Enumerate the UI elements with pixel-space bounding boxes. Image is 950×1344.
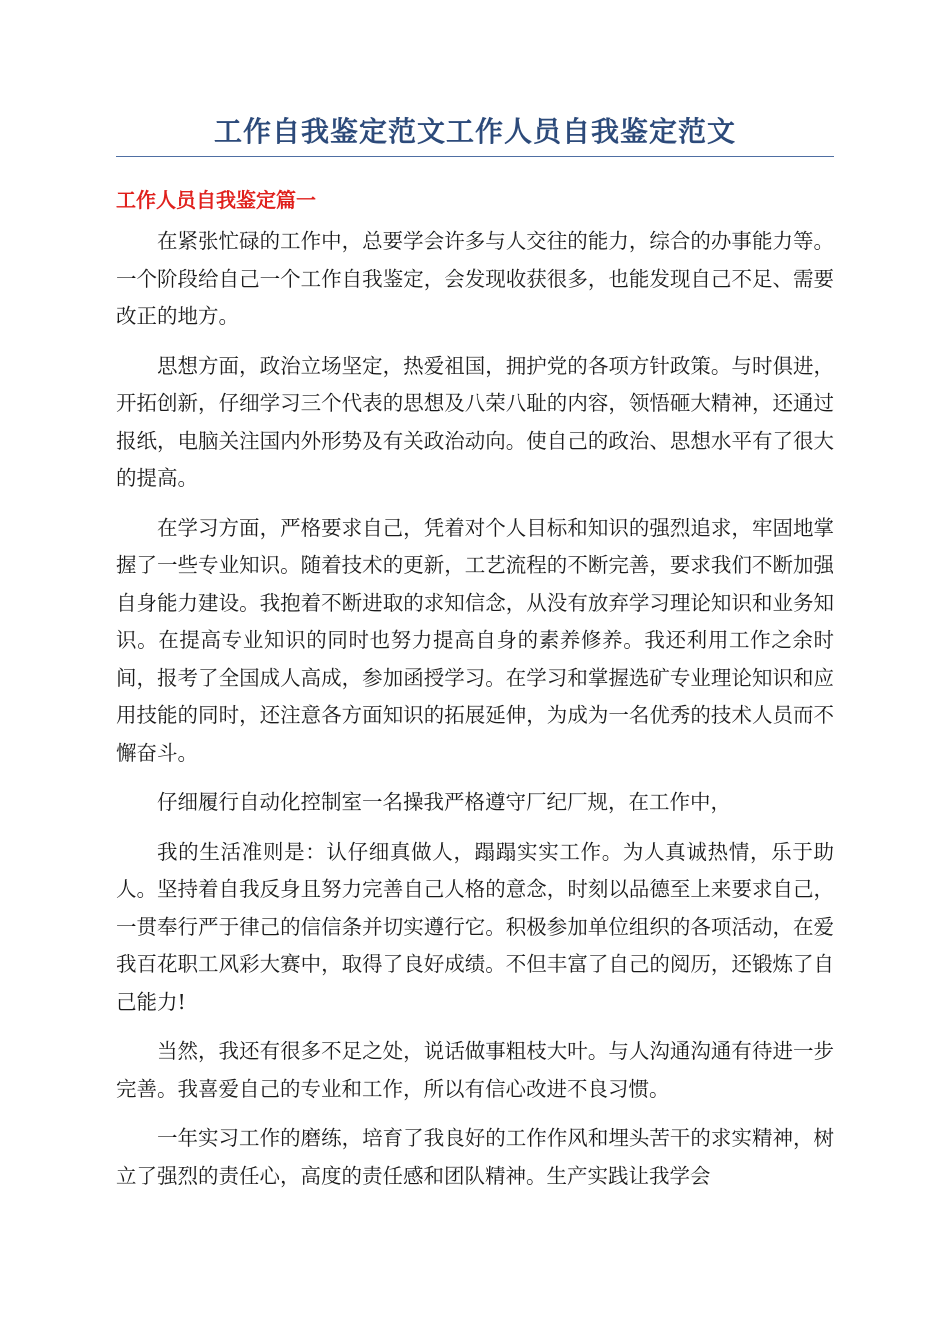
- paragraph-shortcomings: 当然，我还有很多不足之处，说话做事粗枝大叶。与人沟通沟通有待进一步完善。我喜爱自己的专业和工作，所以有信心改进不良习惯。: [116, 1039, 834, 1101]
- paragraph-study: 在学习方面，严格要求自己，凭着对个人目标和知识的强烈追求，牢固地掌握了一些专业知识。随着技术的更新，工艺流程的不断完善，要求我们不断加强自身能力建设。我抱着不断进取的求知信念，从没有放弃学习理论知识和业务知识。在提高专业知识的同时也努力提高自身的素养修养。我还利用工作之余时间，报考了全国成人高成，参加函授学习。在学习和掌握选矿专业理论知识和应用技能的同时，还注意各方面知识的拓展延伸，为成为一名优秀的技术人员而不懈奋斗。: [116, 515, 834, 765]
- section-heading: 工作人员自我鉴定篇一: [116, 188, 316, 212]
- paragraph-duty: 仔细履行自动化控制室一名操我严格遵守厂纪厂规，在工作中，: [157, 790, 731, 814]
- document-title: 工作自我鉴定范文工作人员自我鉴定范文: [116, 112, 834, 157]
- paragraph-ideology: 思想方面，政治立场坚定，热爱祖国，拥护党的各项方针政策。与时俱进，开拓创新，仔细学习三个代表的思想及八荣八耻的内容，领悟砸大精神，还通过报纸，电脑关注国内外形势及有关政治动向。使自己的政治、思想水平有了很大的提高。: [116, 353, 834, 490]
- document-page: [116, 112, 834, 1195]
- paragraph-internship: 一年实习工作的磨练，培育了我良好的工作作风和埋头苦干的求实精神，树立了强烈的责任心，高度的责任感和团队精神。生产实践让我学会: [116, 1126, 834, 1188]
- paragraph-intro: 在紧张忙碌的工作中，总要学会许多与人交往的能力，综合的办事能力等。一个阶段给自己一个工作自我鉴定，会发现收获很多，也能发现自己不足、需要改正的地方。: [116, 229, 834, 328]
- paragraph-life: 我的生活准则是：认仔细真做人，蹋蹋实实工作。为人真诚热情，乐于助人。坚持着自我反身且努力完善自己人格的意念，时刻以品德至上来要求自己，一贯奉行严于律己的信信条并切实遵行它。积极参加单位组织的各项活动，在爱我百花职工风彩大赛中，取得了良好成绩。不但丰富了自己的阅历，还锻炼了自己能力!: [116, 839, 834, 1014]
